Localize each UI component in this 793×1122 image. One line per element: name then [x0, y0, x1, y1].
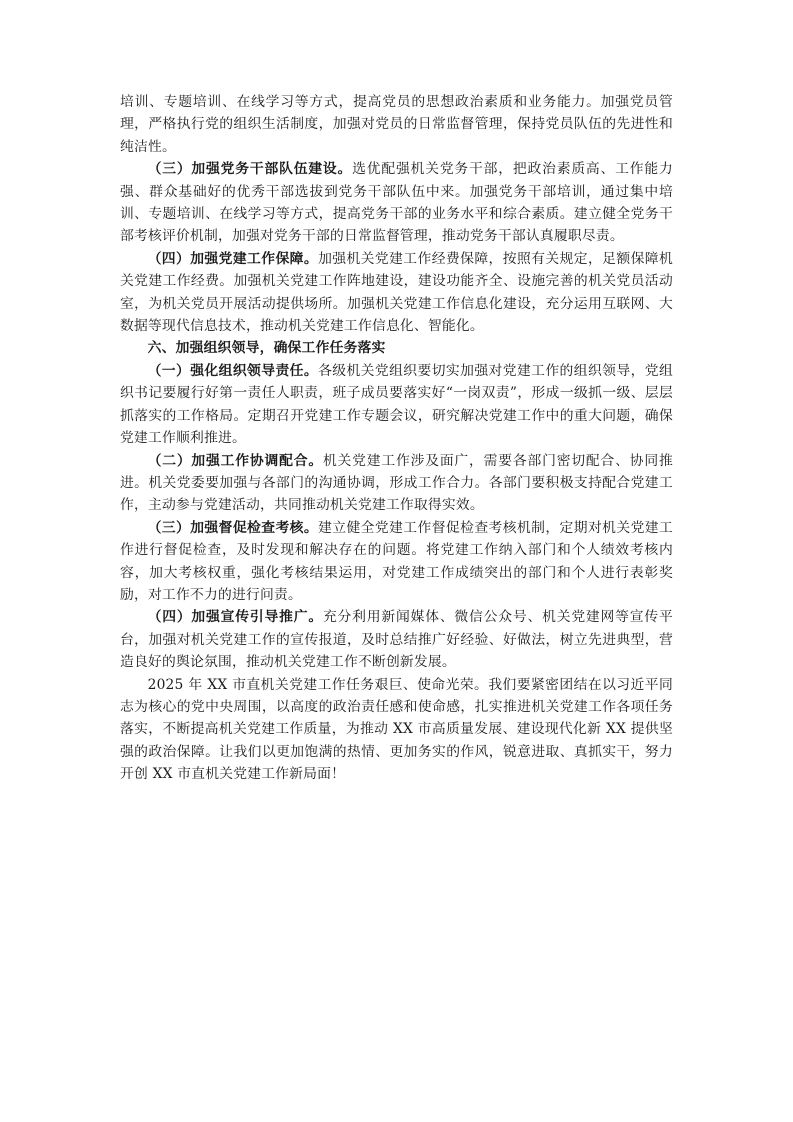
document-page — [120, 91, 673, 786]
paragraph-conclusion: 2025 年 XX 市直机关党建工作任务艰巨、使命光荣。我们要紧密团结在以习近平同志为核心的党中央周围，以高度的政治责任感和使命感，扎实推进机关党建工作各项任务落实，不断提高机关党建工作质量，为推动 XX 市高质量发展、建设现代化新 XX 提供坚强的政治保障。让我们以更加饱满的热情、更加务实的作风，锐意进取、真抓实干，努力开创 XX 市直机关党建工作新局面！ — [120, 676, 673, 783]
paragraph-body: 机关党建工作涉及面广，需要各部门密切配合、协同推进。机关党委要加强与各部门的沟通协调，形成工作合力。各部门要积极支持配合党建工作，主动参与党建活动，共同推动机关党建工作取得实效。 — [120, 452, 673, 514]
paragraph-body: 建立健全党建工作督促检查考核机制，定期对机关党建工作进行督促检查，及时发现和解决存在的问题。将党建工作纳入部门和个人绩效考核内容，加大考核权重，强化考核结果运用，对党建工作成绩突出的部门和个人进行表彰奖励，对工作不力的进行问责。 — [120, 519, 673, 603]
paragraph-lead: （一）强化组织领导责任。 — [147, 362, 319, 379]
paragraph-party-work-guarantee — [120, 248, 673, 338]
paragraph-body: 各级机关党组织要切实加强对党建工作的组织领导，党组织书记要履行好第一责任人职责，班子成员要落实好“一岗双责”，形成一级抓一级、层层抓落实的工作格局。定期召开党建工作专题会议，研究解决党建工作中的重大问题，确保党建工作顺利推进。 — [120, 362, 673, 447]
paragraph-body: 充分利用新闻媒体、微信公众号、机关党建网等宣传平台，加强对机关党建工作的宣传报道，及时总结推广好经验、好做法，树立先进典型，营造良好的舆论氛围，推动机关党建工作不断创新发展。 — [120, 609, 673, 671]
section-heading: 六、加强组织领导，确保工作任务落实 — [147, 340, 386, 357]
paragraph-body: 加强机关党建工作经费保障，按照有关规定，足额保障机关党建工作经费。加强机关党建工作阵地建设，建设功能齐全、设施完善的机关党员活动室，为机关党员开展活动提供场所。加强机关党建工作信息化建设，充分运用互联网、大数据等现代信息技术，推动机关党建工作信息化、智能化。 — [120, 250, 673, 335]
paragraph-lead: （四）加强党建工作保障。 — [147, 250, 319, 267]
paragraph-coordination — [120, 450, 673, 517]
paragraph-lead: （三）加强督促检查考核。 — [147, 519, 319, 536]
paragraph-body: 选优配强机关党务干部，把政治素质高、工作能力强、群众基础好的优秀干部选拔到党务干部队伍中来。加强党务干部培训，通过集中培训、专题培训、在线学习等方式，提高党务干部的业务水平和综合素质。建立健全党务干部考核评价机制，加强对党务干部的日常监督管理，推动党务干部认真履职尽责。 — [120, 161, 673, 245]
paragraph-leadership-responsibility — [120, 360, 673, 450]
paragraph-publicity — [120, 606, 673, 673]
paragraph-lead: （三）加强党务干部队伍建设。 — [147, 161, 353, 178]
paragraph-party-cadre-team — [120, 158, 673, 248]
paragraph-supervision — [120, 517, 673, 607]
paragraph-lead: （四）加强宣传引导推广。 — [147, 609, 323, 626]
paragraph-party-member-training: 培训、专题培训、在线学习等方式，提高党员的思想政治素质和业务能力。加强党员管理，严格执行党的组织生活制度，加强对党员的日常监督管理，保持党员队伍的先进性和纯洁性。 — [120, 94, 673, 155]
paragraph-lead: （二）加强工作协调配合。 — [147, 452, 323, 469]
